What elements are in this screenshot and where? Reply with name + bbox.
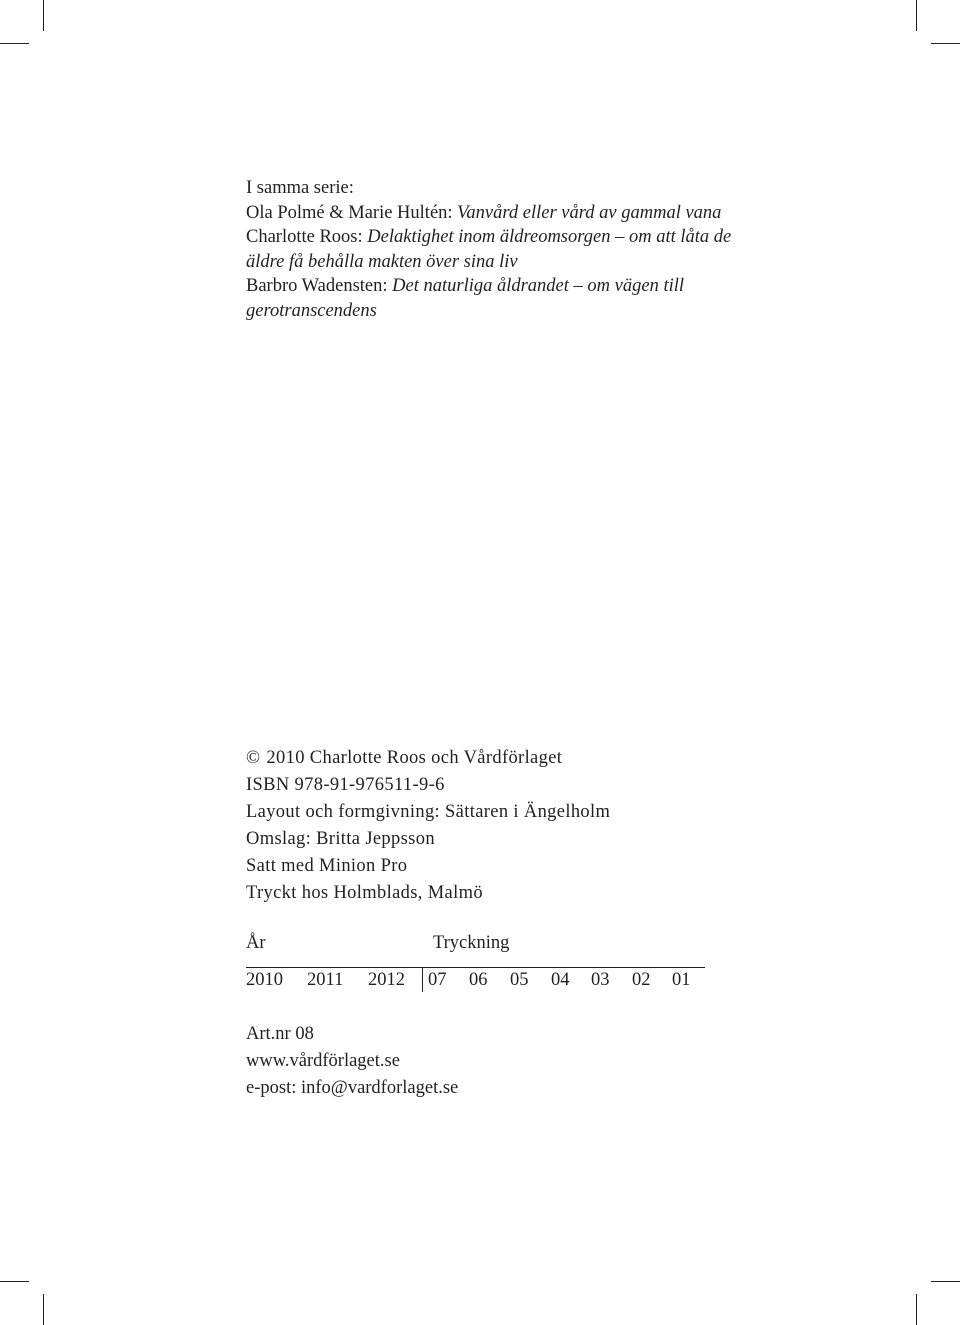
crop-mark-bottom-left-vertical (43, 1294, 44, 1325)
year-cell: 2011 (307, 970, 344, 990)
series-entry-title: äldre få behålla makten över sina liv (246, 251, 518, 272)
copyright-icon: © (246, 748, 261, 768)
series-entry (246, 225, 806, 250)
crop-mark-bottom-right-vertical (916, 1294, 917, 1325)
email-text: e-post: info@vardforlaget.se (246, 1078, 459, 1098)
series-entry-author: Barbro Wadensten: (246, 276, 393, 297)
crop-mark-top-right-vertical (916, 0, 917, 31)
crop-mark-top-left-vertical (43, 0, 44, 31)
series-entry-author: Charlotte Roos: (246, 227, 368, 248)
copyright-text: 2010 Charlotte Roos och Vårdförlaget (266, 748, 563, 768)
imprint-section (246, 745, 610, 907)
printing-cell: 06 (469, 970, 488, 990)
crop-mark-bottom-left-horizontal (0, 1281, 29, 1282)
printing-cell: 03 (591, 970, 610, 990)
printing-cell: 04 (551, 970, 570, 990)
year-cell: 2010 (246, 970, 283, 990)
printer-credit: Tryckt hos Holmblads, Malmö (246, 883, 483, 903)
copyright-line (246, 745, 610, 772)
series-entry-title: gerotranscendens (246, 300, 377, 321)
series-entry-continuation (246, 299, 806, 324)
same-series-section (246, 176, 806, 324)
printing-cell: 01 (672, 970, 691, 990)
typeset-credit: Satt med Minion Pro (246, 856, 408, 876)
series-entry-title: Vanvård eller vård av gammal vana (457, 202, 722, 223)
printing-header: Tryckning (433, 933, 510, 953)
year-header: År (246, 933, 266, 953)
isbn-line: ISBN 978-91-976511-9-6 (246, 775, 445, 795)
printing-cell: 05 (510, 970, 529, 990)
series-entry-author: Ola Polmé & Marie Hultén: (246, 202, 458, 223)
printing-cell: 07 (428, 970, 447, 990)
crop-mark-top-right-horizontal (931, 43, 960, 44)
crop-mark-bottom-right-horizontal (931, 1281, 960, 1282)
series-entry (246, 201, 806, 226)
year-cell: 2012 (368, 970, 405, 990)
article-number: Art.nr 08 (246, 1024, 314, 1044)
contact-section (246, 1021, 458, 1102)
series-entry-continuation (246, 250, 806, 275)
series-heading: I samma serie: (246, 178, 354, 198)
table-divider-vertical (422, 967, 423, 992)
table-divider-horizontal (246, 967, 705, 968)
layout-credit: Layout och formgivning: Sättaren i Ängelholm (246, 802, 611, 822)
series-entry (246, 274, 806, 299)
series-entry-title: Det naturliga åldrandet – om vägen till (392, 276, 685, 297)
website-text: www.vårdförlaget.se (246, 1051, 400, 1071)
printing-table (246, 933, 706, 993)
cover-credit: Omslag: Britta Jeppsson (246, 829, 435, 849)
crop-mark-top-left-horizontal (0, 43, 29, 44)
series-entry-title: Delaktighet inom äldreomsorgen – om att låta de (367, 227, 732, 248)
printing-cell: 02 (632, 970, 651, 990)
